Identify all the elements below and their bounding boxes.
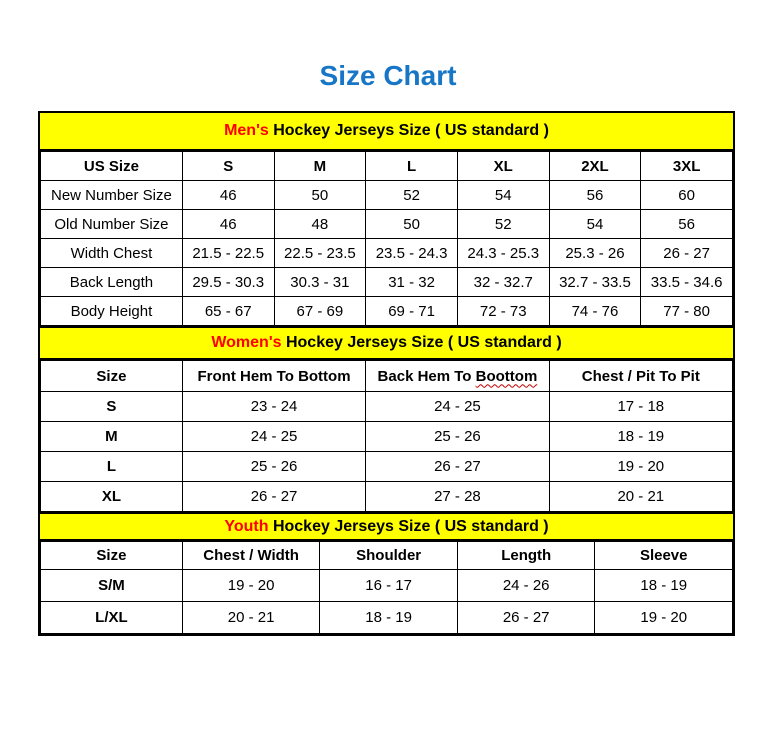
mens-width-chest-xl: 24.3 - 25.3 [457,239,549,268]
mens-row-label-new-number-size: New Number Size [41,181,183,210]
mens-body-height-l: 69 - 71 [366,297,458,326]
mens-header-row [41,152,733,181]
mens-new-number-size-2xl: 56 [549,181,641,210]
mens-header-xl: XL [457,152,549,181]
mens-back-length-s: 29.5 - 30.3 [182,268,274,297]
mens-old-number-size-3xl: 56 [641,210,733,239]
mens-row-label-body-height: Body Height [41,297,183,326]
mens-header-us-size: US Size [41,152,183,181]
womens-header-size: Size [41,361,183,392]
mens-body-height-2xl: 74 - 76 [549,297,641,326]
womens-s-front-hem-to-bottom: 23 - 24 [182,392,365,422]
womens-row-xl [41,482,733,512]
womens-row-s [41,392,733,422]
size-chart-page [0,60,776,636]
youth-banner-highlight: Youth [224,517,269,535]
mens-new-number-size-3xl: 60 [641,181,733,210]
mens-width-chest-l: 23.5 - 24.3 [366,239,458,268]
mens-old-number-size-2xl: 54 [549,210,641,239]
mens-banner [40,113,733,151]
mens-body-height-s: 65 - 67 [182,297,274,326]
mens-body-height-m: 67 - 69 [274,297,366,326]
mens-back-length-l: 31 - 32 [366,268,458,297]
womens-header-row [41,361,733,392]
womens-banner-highlight: Women's [211,334,282,351]
youth-section [40,512,733,634]
youth-table [40,541,733,634]
youth-header-length: Length [457,542,595,570]
mens-back-length-3xl: 33.5 - 34.6 [641,268,733,297]
mens-header-m: M [274,152,366,181]
mens-row-back-length [41,268,733,297]
womens-table [40,360,733,512]
womens-s-back-hem-to-boottom: 24 - 25 [366,392,549,422]
womens-row-label-m: M [41,422,183,452]
mens-row-old-number-size [41,210,733,239]
youth-s-m-length: 24 - 26 [457,570,595,602]
youth-s-m-sleeve: 18 - 19 [595,570,733,602]
womens-xl-chest-pit-to-pit: 20 - 21 [549,482,732,512]
mens-new-number-size-m: 50 [274,181,366,210]
mens-header-s: S [182,152,274,181]
mens-banner-highlight: Men's [224,122,269,139]
womens-row-label-l: L [41,452,183,482]
womens-banner [40,326,733,360]
womens-l-front-hem-to-bottom: 25 - 26 [182,452,365,482]
youth-banner-title: Hockey Jerseys Size ( US standard ) [268,517,549,535]
misspelled-word: Boottom [475,367,538,385]
mens-old-number-size-m: 48 [274,210,366,239]
youth-header-sleeve: Sleeve [595,542,733,570]
mens-width-chest-m: 22.5 - 23.5 [274,239,366,268]
youth-header-chest-width: Chest / Width [182,542,320,570]
mens-section [40,113,733,326]
mens-old-number-size-s: 46 [182,210,274,239]
page-title: Size Chart [319,60,457,91]
womens-header-back-hem-to-boottom: Back Hem To Boottom [366,361,549,392]
youth-s-m-shoulder: 16 - 17 [320,570,458,602]
mens-new-number-size-l: 52 [366,181,458,210]
mens-row-label-back-length: Back Length [41,268,183,297]
womens-m-chest-pit-to-pit: 18 - 19 [549,422,732,452]
womens-s-chest-pit-to-pit: 17 - 18 [549,392,732,422]
youth-row-label-l-xl: L/XL [41,602,183,634]
womens-xl-front-hem-to-bottom: 26 - 27 [182,482,365,512]
womens-section [40,326,733,512]
womens-header-chest-pit-to-pit: Chest / Pit To Pit [549,361,732,392]
womens-l-chest-pit-to-pit: 19 - 20 [549,452,732,482]
youth-header-size: Size [41,542,183,570]
womens-row-label-s: S [41,392,183,422]
mens-width-chest-3xl: 26 - 27 [641,239,733,268]
mens-row-width-chest [41,239,733,268]
youth-banner [40,512,733,541]
mens-new-number-size-s: 46 [182,181,274,210]
mens-width-chest-s: 21.5 - 22.5 [182,239,274,268]
youth-row-s-m [41,570,733,602]
mens-header-3xl: 3XL [641,152,733,181]
youth-header-shoulder: Shoulder [320,542,458,570]
youth-l-xl-shoulder: 18 - 19 [320,602,458,634]
mens-body-height-3xl: 77 - 80 [641,297,733,326]
mens-row-label-old-number-size: Old Number Size [41,210,183,239]
mens-old-number-size-xl: 52 [457,210,549,239]
mens-banner-title: Hockey Jerseys Size ( US standard ) [268,122,549,139]
youth-l-xl-chest-width: 20 - 21 [182,602,320,634]
youth-row-label-s-m: S/M [41,570,183,602]
youth-s-m-chest-width: 19 - 20 [182,570,320,602]
womens-l-back-hem-to-boottom: 26 - 27 [366,452,549,482]
mens-header-2xl: 2XL [549,152,641,181]
womens-row-m [41,422,733,452]
womens-m-back-hem-to-boottom: 25 - 26 [366,422,549,452]
mens-new-number-size-xl: 54 [457,181,549,210]
youth-row-l-xl [41,602,733,634]
womens-m-front-hem-to-bottom: 24 - 25 [182,422,365,452]
mens-old-number-size-l: 50 [366,210,458,239]
youth-l-xl-length: 26 - 27 [457,602,595,634]
mens-back-length-m: 30.3 - 31 [274,268,366,297]
mens-width-chest-2xl: 25.3 - 26 [549,239,641,268]
mens-header-l: L [366,152,458,181]
womens-banner-title: Hockey Jerseys Size ( US standard ) [281,334,562,351]
youth-header-row [41,542,733,570]
womens-row-l [41,452,733,482]
womens-xl-back-hem-to-boottom: 27 - 28 [366,482,549,512]
womens-row-label-xl: XL [41,482,183,512]
mens-back-length-xl: 32 - 32.7 [457,268,549,297]
youth-l-xl-sleeve: 19 - 20 [595,602,733,634]
mens-body-height-xl: 72 - 73 [457,297,549,326]
mens-back-length-2xl: 32.7 - 33.5 [549,268,641,297]
mens-table [40,151,733,326]
mens-row-label-width-chest: Width Chest [41,239,183,268]
mens-row-body-height [41,297,733,326]
mens-row-new-number-size [41,181,733,210]
womens-header-front-hem-to-bottom: Front Hem To Bottom [182,361,365,392]
size-chart-tables [38,111,735,636]
